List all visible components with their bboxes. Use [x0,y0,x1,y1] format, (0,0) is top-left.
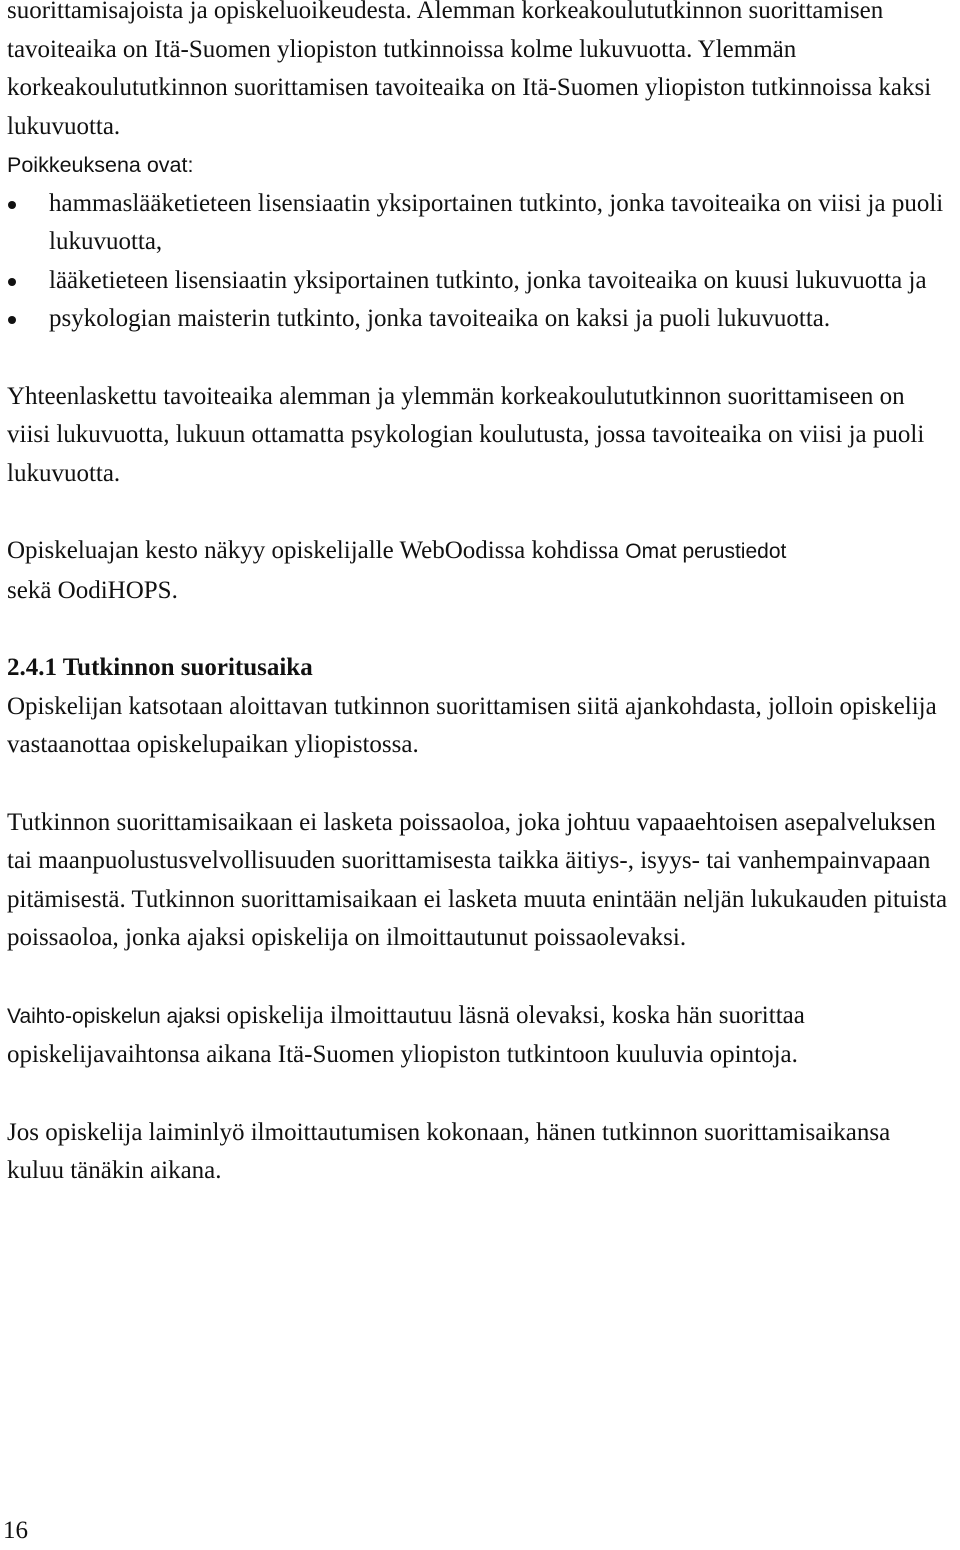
exceptions-list [7,185,952,339]
intro-paragraph: suorittamisajoista ja opiskeluoikeudesta. Alemman korkeakoulututkinnon suorittamisen tavoiteaika on Itä-Suomen yliopiston tutkinnoissa kolme lukuvuotta. Ylemmän korkeakoulututkinnon suorittamisen tavoiteaika on Itä-Suomen yliopiston tutkinnoissa kaksi lukuvuotta. [7,0,932,140]
document-page [7,0,952,1191]
list-item [7,262,952,301]
study-duration-text: Opiskeluajan kesto näkyy opiskelijalle WebOodissa kohdissa [7,537,626,564]
exchange-term: Vaihto-opiskelun ajaksi [7,1004,221,1028]
list-item-text: lääketieteen lisensiaatin yksiportainen tutkinto, jonka tavoiteaika on kuusi lukuvuotta ja [49,266,927,294]
exceptions-label: Poikkeuksena ovat: [7,153,194,177]
section-paragraph-neglect: Jos opiskelija laiminlyö ilmoittautumisen kokonaan, hänen tutkinnon suorittamisaikansa kuluu tänäkin aikana. [7,1118,891,1184]
list-item [7,185,952,262]
oodihops-text: sekä OodiHOPS. [7,576,178,604]
bullet-icon [8,278,16,286]
list-item [7,300,952,339]
exchange-text: opiskelija ilmoittautuu läsnä olevaksi, koska hän suorittaa opiskelijavaihtonsa aikana Itä-Suomen yliopiston tutkintoon kuuluvia opintoja. [7,1001,805,1068]
combined-duration-paragraph: Yhteenlaskettu tavoiteaika alemman ja ylemmän korkeakoulututkinnon suorittamiseen on viisi lukuvuotta, lukuun ottamatta psykologian koulutusta, jossa tavoiteaika on viisi ja puoli lukuvuotta. [7,382,925,487]
bullet-icon [8,201,16,209]
study-duration-paragraph [7,532,952,610]
section-heading: 2.4.1 Tutkinnon suoritusaika [7,654,313,681]
page-number: 16 [3,1517,28,1544]
list-item-text: hammaslääketieteen lisensiaatin yksiportainen tutkinto, jonka tavoiteaika on viisi ja puoli lukuvuotta, [49,189,944,255]
section-paragraph-exclusions: Tutkinnon suorittamisaikaan ei lasketa poissaoloa, joka johtuu vapaaehtoisen asepalveluksen tai maanpuolustusvelvollisuuden suorittamisesta taikka äitiys-, isyys- tai vanhempainvapaan pitämisestä. Tutkinnon suorittamisaikaan ei lasketa muuta enintään neljän lukukauden pituista poissaoloa, jonka ajaksi opiskelija on ilmoittautunut poissaolevaksi. [7,808,948,951]
section-paragraph-exchange [7,997,952,1075]
bullet-icon [8,316,16,324]
list-item-text: psykologian maisterin tutkinto, jonka tavoiteaika on kaksi ja puoli lukuvuotta. [49,305,831,332]
omat-perustiedot-term: Omat perustiedot [625,540,787,563]
section-paragraph-start: Opiskelijan katsotaan aloittavan tutkinnon suorittamisen siitä ajankohdasta, jolloin opiskelija vastaanottaa opiskelupaikan yliopistossa. [7,692,937,758]
